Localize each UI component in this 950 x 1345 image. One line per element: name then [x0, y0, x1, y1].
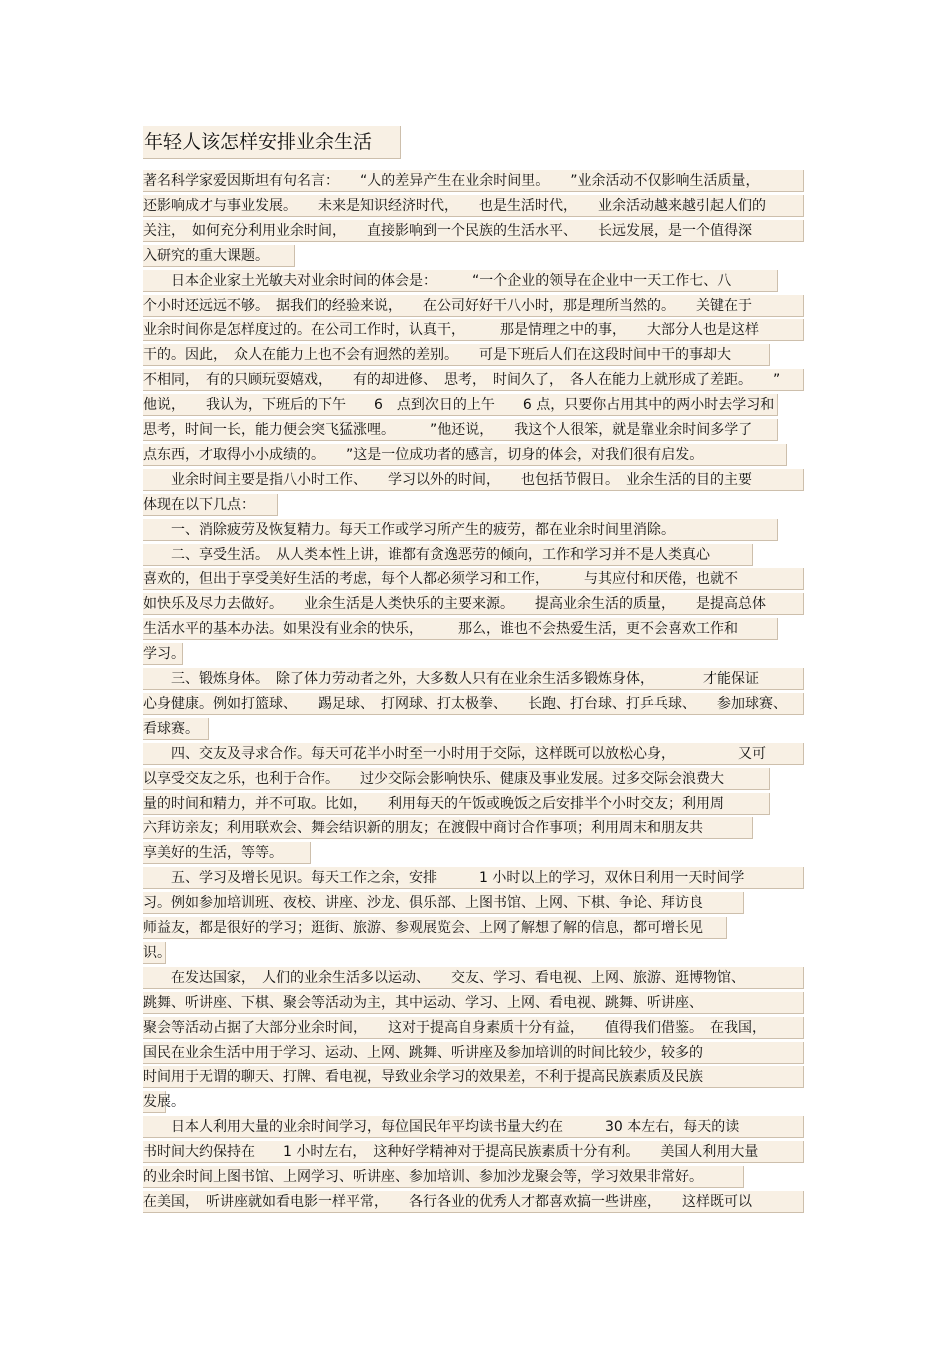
text-line: 六拜访亲友；利用联欢会、舞会结识新的朋友；在渡假中商讨合作事项；利用周末和朋友共 [143, 817, 753, 839]
text-line: 五、学习及增长见识。每天工作之余，安排 1 小时以上的学习，双休日利用一天时间学 [143, 867, 804, 889]
text-line: 喜欢的，但出于享受美好生活的考虑，每个人都必须学习和工作， 与其应付和厌倦，也就不 [143, 568, 804, 590]
text-line: 享美好的生活，等等。 [143, 842, 311, 864]
text-line: 习。例如参加培训班、夜校、讲座、沙龙、俱乐部、上图书馆、上网、下棋、争论、拜访良 [143, 892, 744, 914]
text-line: 师益友，都是很好的学习；逛街、旅游、参观展览会、上网了解想了解的信息，都可增长见 [143, 917, 727, 939]
text-line: 著名科学家爱因斯坦有句名言： “人的差异产生在业余时间里。 ”业余活动不仅影响生活质量， [143, 170, 804, 192]
text-line: 入研究的重大课题。 [143, 245, 295, 267]
text-line: 日本企业家土光敏夫对业余时间的体会是： “一个企业的领导在企业中一天工作七、八 [143, 270, 778, 292]
text-line: 思考，时间一长，能力便会突飞猛涨哩。 ”他还说， 我这个人很笨，就是靠业余时间多学了 [143, 419, 778, 441]
text-line: 发展。 [143, 1091, 166, 1113]
text-line: 不相同， 有的只顾玩耍嬉戏， 有的却进修、 思考， 时间久了， 各人在能力上就形成了差距。 ” [143, 369, 804, 391]
text-line: 国民在业余生活中用于学习、运动、上网、跳舞、听讲座及参加培训的时间比较少，较多的 [143, 1042, 804, 1064]
document-title: 年轻人该怎样安排业余生活 [143, 126, 401, 159]
text-line: 以享受交友之乐，也利于合作。 过少交际会影响快乐、健康及事业发展。过多交际会浪费大 [143, 768, 770, 790]
text-line: 个小时还远远不够。 据我们的经验来说， 在公司好好干八小时，那是理所当然的。 关键在于 [143, 295, 804, 317]
text-line: 还影响成才与事业发展。 未来是知识经济时代， 也是生活时代， 业余活动越来越引起人们的 [143, 195, 804, 217]
text-line: 学习。 [143, 643, 183, 665]
text-line: 生活水平的基本办法。如果没有业余的快乐， 那么，谁也不会热爱生活，更不会喜欢工作和 [143, 618, 778, 640]
text-line: 识。 [143, 942, 166, 964]
text-line: 业余时间主要是指八小时工作、 学习以外的时间， 也包括节假日。 业余生活的目的主要 [143, 469, 804, 491]
text-line: 点东西，才取得小小成绩的。 ”这是一位成功者的感言，切身的体会，对我们很有启发。 [143, 444, 787, 466]
text-line: 的业余时间上图书馆、上网学习、听讲座、参加培训、参加沙龙聚会等，学习效果非常好。 [143, 1166, 744, 1188]
text-line: 关注， 如何充分利用业余时间， 直接影响到一个民族的生活水平、 长远发展，是一个值得深 [143, 220, 804, 242]
text-line: 跳舞、听讲座、下棋、聚会等活动为主，其中运动、学习、上网、看电视、跳舞、听讲座、 [143, 992, 804, 1014]
text-line: 如快乐及尽力去做好。 业余生活是人类快乐的主要来源。 提高业余生活的质量， 是提高总体 [143, 593, 804, 615]
text-line: 三、锻炼身体。 除了体力劳动者之外，大多数人只有在业余生活多锻炼身体， 才能保证 [143, 668, 804, 690]
text-line: 聚会等活动占据了大部分业余时间， 这对于提高自身素质十分有益， 值得我们借鉴。 在我国， [143, 1017, 804, 1039]
text-line: 四、交友及寻求合作。每天可花半小时至一小时用于交际，这样既可以放松心身， 又可 [143, 743, 804, 765]
text-line: 他说， 我认为，下班后的下午 6 点到次日的上午 6 点，只要你占用其中的两小时去学习和 [143, 394, 778, 416]
text-line: 一、消除疲劳及恢复精力。每天工作或学习所产生的疲劳，都在业余时间里消除。 [143, 519, 778, 541]
text-line: 看球赛。 [143, 718, 209, 740]
text-line: 业余时间你是怎样度过的。在公司工作时，认真干， 那是情理之中的事， 大部分人也是这样 [143, 319, 804, 341]
text-line: 日本人利用大量的业余时间学习，每位国民年平均读书量大约在 30 本左右，每天的读 [143, 1116, 804, 1138]
text-line: 时间用于无谓的聊天、打牌、看电视，导致业余学习的效果差，不利于提高民族素质及民族 [143, 1066, 804, 1088]
text-line: 在发达国家， 人们的业余生活多以运动、 交友、学习、看电视、上网、旅游、逛博物馆、 [143, 967, 804, 989]
text-line: 干的。因此， 众人在能力上也不会有迥然的差别。 可是下班后人们在这段时间中干的事却大 [143, 344, 770, 366]
text-line: 量的时间和精力，并不可取。比如， 利用每天的午饭或晚饭之后安排半个小时交友；利用周 [143, 793, 770, 815]
text-line: 体现在以下几点： [143, 494, 278, 516]
text-line: 心身健康。例如打篮球、 踢足球、 打网球、打太极拳、 长跑、打台球、打乒乓球、 参加球赛、 [143, 693, 804, 715]
text-line: 书时间大约保持在 1 小时左右， 这种好学精神对于提高民族素质十分有利。 美国人利用大量 [143, 1141, 804, 1163]
text-line: 在美国， 听讲座就如看电影一样平常， 各行各业的优秀人才都喜欢搞一些讲座， 这样既可以 [143, 1191, 804, 1213]
text-line: 二、享受生活。 从人类本性上讲，谁都有贪逸恶劳的倾向，工作和学习并不是人类真心 [143, 544, 753, 566]
